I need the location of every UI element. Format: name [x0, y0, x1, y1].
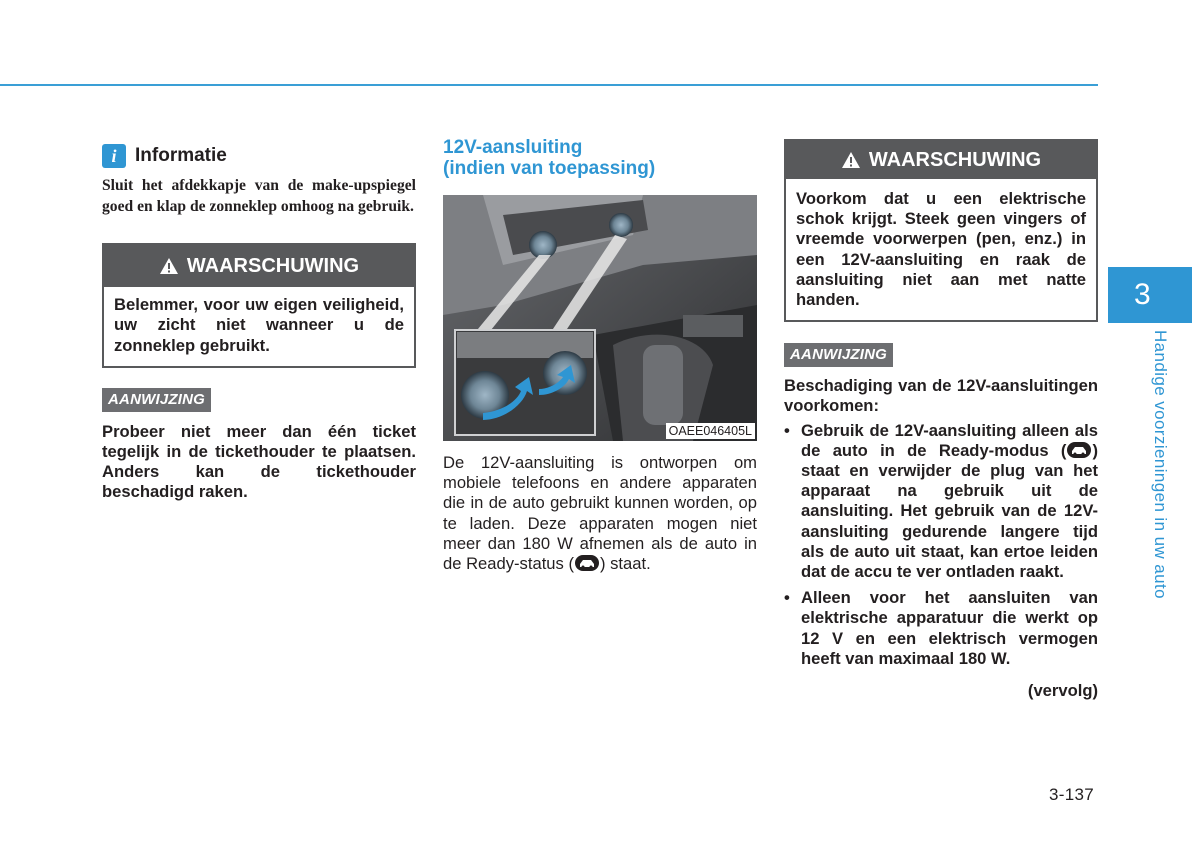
- warning-box-right: [784, 139, 1098, 322]
- continued-label: (vervolg): [1027, 681, 1098, 701]
- warning-title: WAARSCHUWING: [186, 254, 360, 277]
- notice-body: Probeer niet meer dan één ticket tegelijk in de tickethouder te plaatsen. Anders kan de tickethouder beschadigd raken.: [102, 421, 416, 502]
- notice-intro: Beschadiging van de 12V-aansluitingen voorkomen:: [784, 376, 1098, 416]
- ready-mode-icon: [574, 554, 600, 572]
- section-body-text-1: De 12V-aansluiting is ontworpen om mobiele telefoons en andere apparaten die in de auto gebruikt kunnen worden, op te laden. Deze apparaten mogen niet meer dan 180 W afnemen als de auto in de Ready-status (: [443, 453, 757, 574]
- outlet-2: [609, 213, 633, 237]
- warning-box-left: [102, 243, 416, 368]
- console-illustration: [443, 195, 757, 441]
- info-heading: [102, 142, 416, 170]
- warning-triangle-icon: [159, 257, 179, 275]
- warning-header: [786, 141, 1096, 179]
- info-body: Sluit het afdekkapje van de make-upspiegel goed en klap de zonneklep omhoog na gebruik.: [102, 177, 416, 215]
- warning-triangle-icon: [841, 151, 861, 169]
- bullet-1-text-1: Gebruik de 12V-aansluiting alleen als de auto in de Ready-modus (: [801, 420, 1098, 460]
- chapter-side-title: [1151, 330, 1176, 600]
- column-middle: [443, 137, 757, 574]
- chapter-title-text: Handige voorzieningen in uw auto: [1151, 330, 1170, 599]
- notice-label: AANWIJZING: [784, 343, 893, 367]
- warning-body: Belemmer, voor uw eigen veiligheid, uw zicht niet wanneer u de zonneklep gebruikt.: [104, 287, 414, 366]
- outlet-1: [529, 231, 557, 259]
- chapter-number-tab: 3: [1108, 267, 1192, 323]
- notice-label: AANWIJZING: [102, 388, 211, 412]
- section-title-line2: (indien van toepassing): [443, 158, 656, 179]
- figure-caption: OAEE046405L: [666, 423, 755, 439]
- warning-body: Voorkom dat u een elektrische schok krijgt. Steek geen vingers of vreemde voorwerpen (pen, enz.) in een 12V-aansluiting en raak de aansluiting niet aan met natte handen.: [786, 179, 1096, 320]
- section-body-text-2: ) staat.: [599, 554, 651, 574]
- section-body: [443, 453, 757, 574]
- page-number: 3-137: [1049, 785, 1094, 804]
- section-title-line1: 12V-aansluiting: [443, 137, 583, 158]
- warning-title: WAARSCHUWING: [868, 148, 1042, 171]
- section-title: [443, 137, 757, 179]
- info-title: Informatie: [135, 145, 227, 166]
- column-right: [784, 139, 1098, 701]
- notice-bullet-1: [784, 421, 1098, 583]
- header-rule: [0, 84, 1098, 86]
- bullet-1-text-2: ) staat en verwijder de plug van het apparaat na gebruik uit de aansluiting. Het gebruik van de 12V-aansluiting gedurende langere tijd als de auto uit staat, kan ertoe leiden dat de accu te ver ontladen raakt.: [801, 440, 1098, 582]
- column-left: [102, 140, 416, 503]
- power-outlet-photo: [443, 195, 757, 441]
- info-icon: i: [102, 144, 126, 168]
- notice-bullet-2: • Alleen voor het aansluiten van elektrische apparatuur die werkt op 12 V en een elektrisch vermogen heeft van maximaal 180 W.: [784, 588, 1098, 669]
- warning-header: [104, 245, 414, 287]
- ready-mode-icon: [1066, 441, 1092, 459]
